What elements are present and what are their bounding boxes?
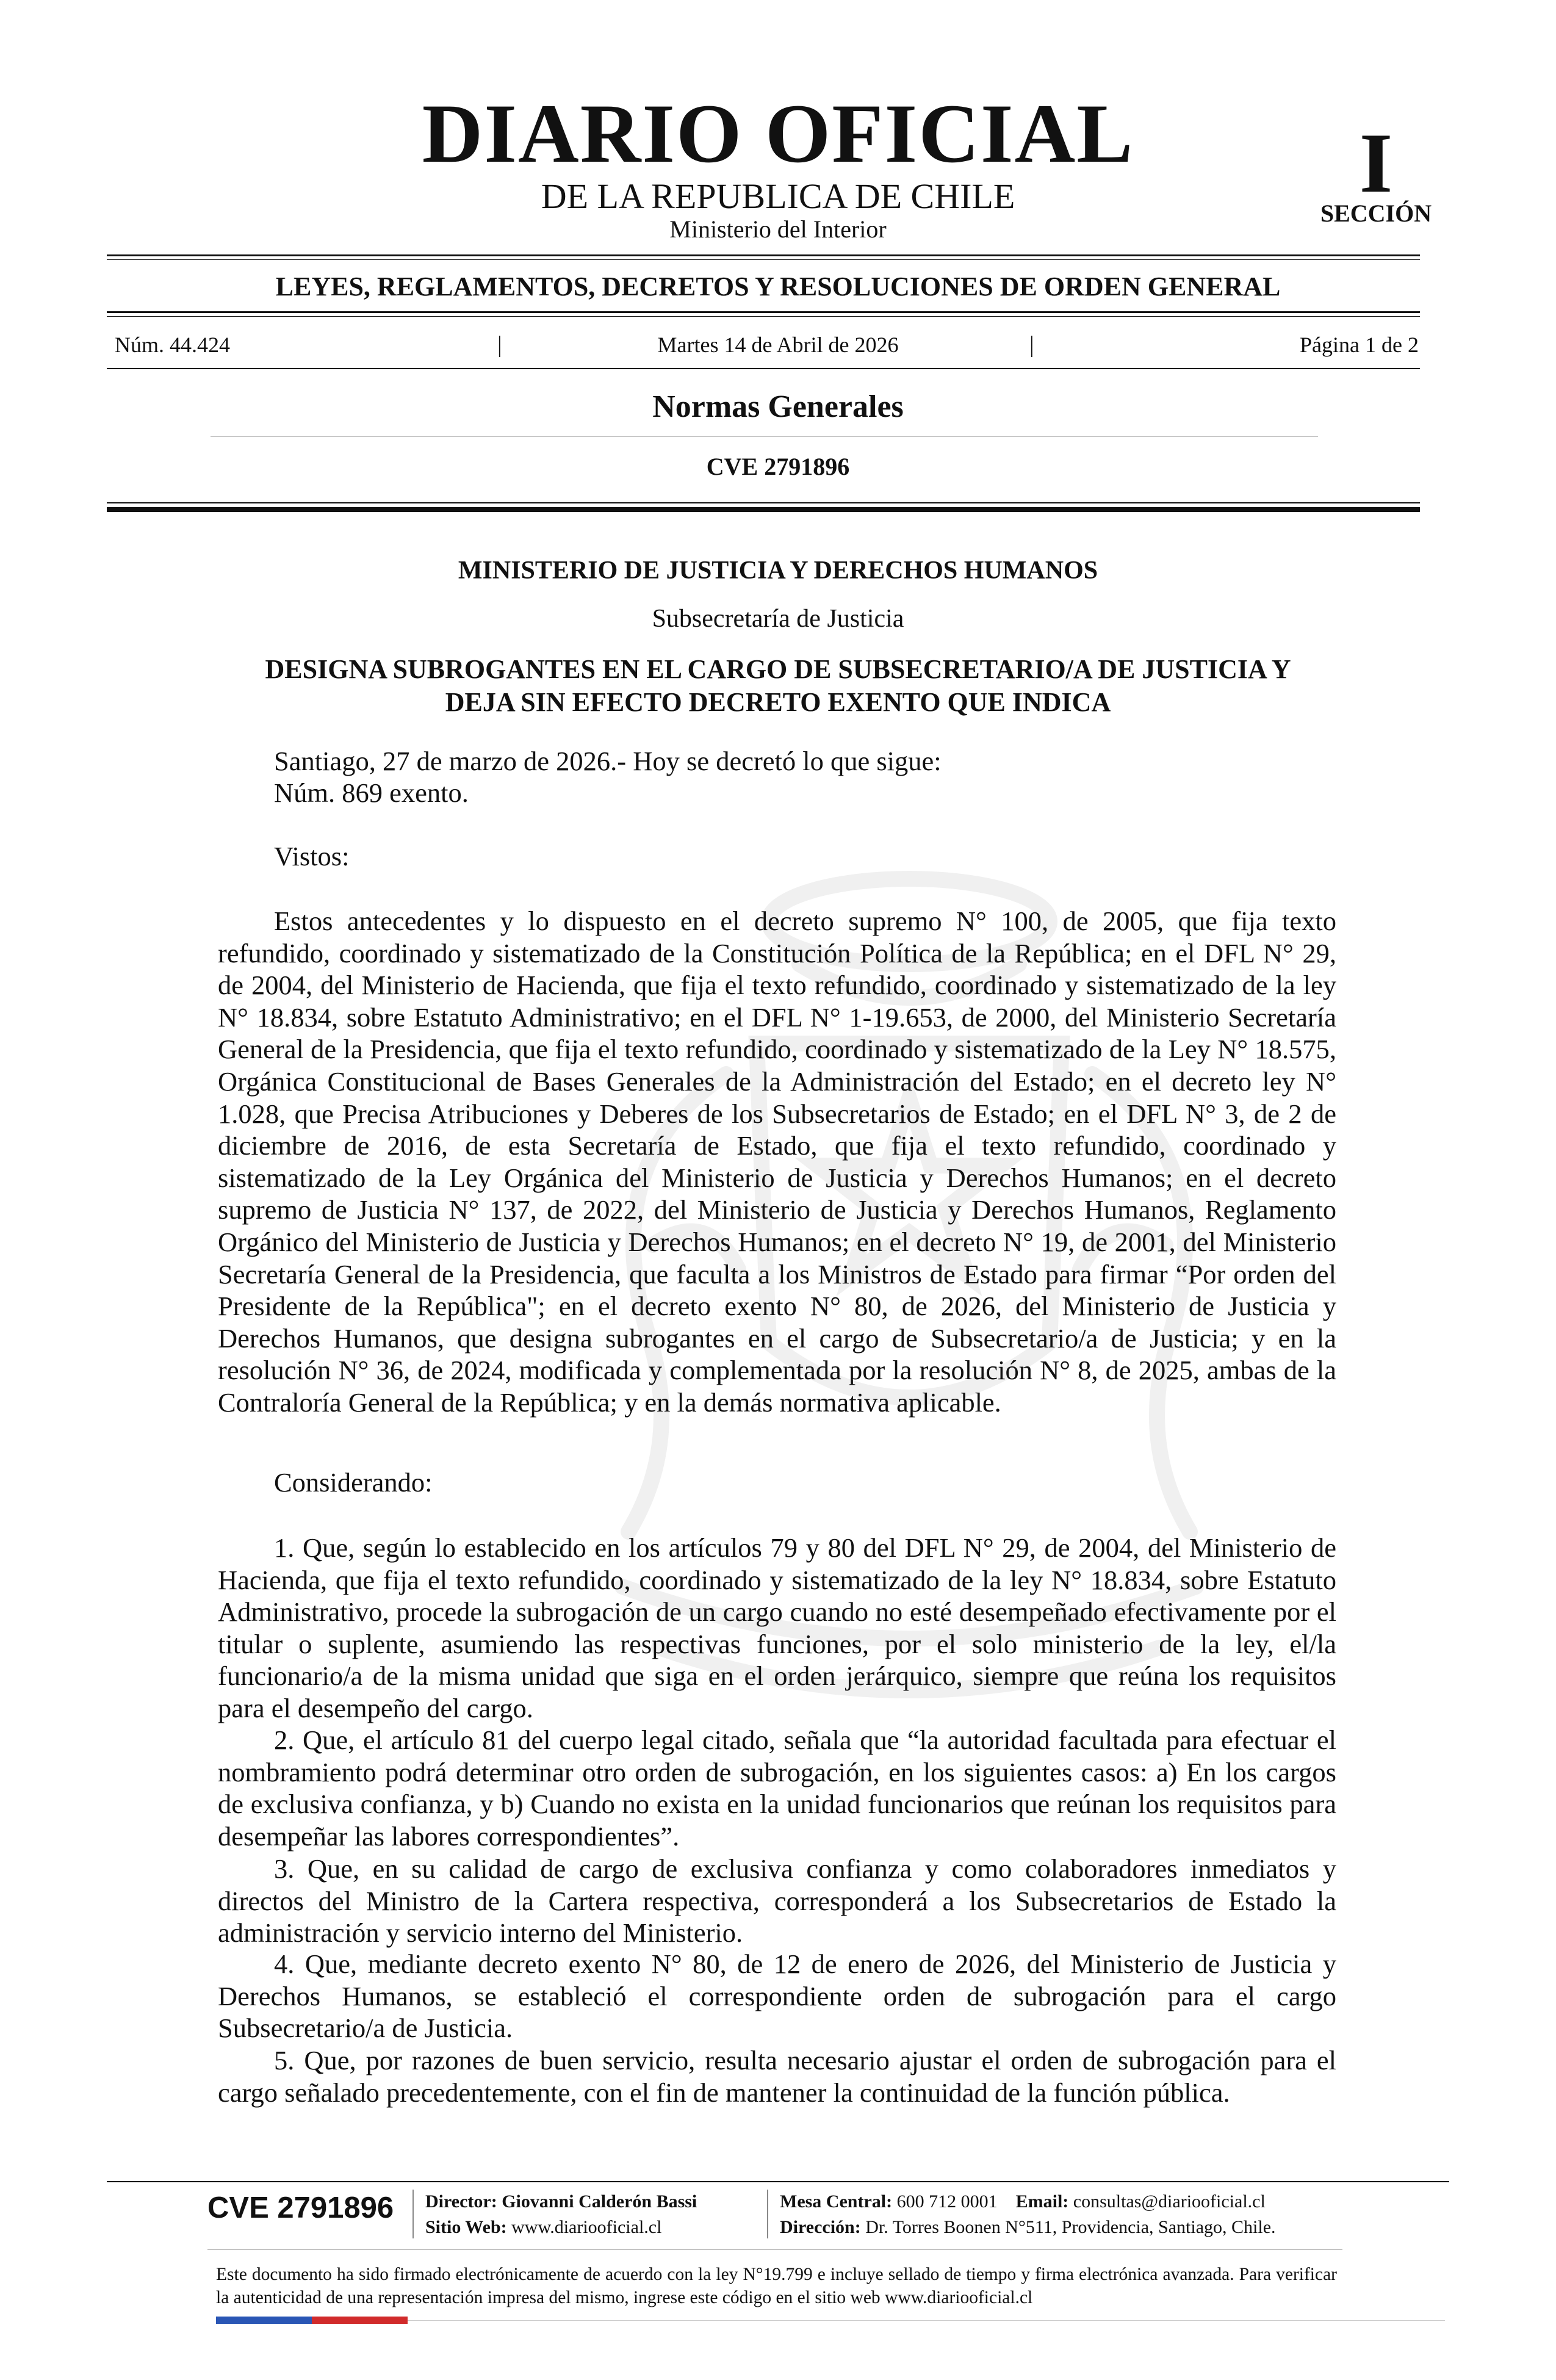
masthead-title: DIARIO OFICIAL	[422, 87, 1134, 180]
header-rule-top-thin	[107, 259, 1420, 260]
section-banner: LEYES, REGLAMENTOS, DECRETOS Y RESOLUCIONES DE ORDEN GENERAL	[275, 272, 1281, 301]
address-label: Dirección:	[780, 2217, 861, 2237]
footer-cve-code: CVE 2791896	[207, 2191, 394, 2224]
considerando-item: 5. Que, por razones de buen servicio, resulta necesario ajustar el orden de subrogación para el cargo señalado precedentemente, con el fin de mantener la continuidad de la función pública.	[218, 2045, 1336, 2108]
flag-baseline	[408, 2320, 1445, 2321]
considerando-item: 2. Que, el artículo 81 del cuerpo legal citado, señala que “la autoridad facultada para efectuar el nombramiento podrá determinar otro orden de subrogación, en los siguientes casos: a) En los cargos de exclusiva confianza, y b) Cuando no exista en la unidad funcionarios que reúnan los requisitos para desempeñar las labores correspondientes”.	[218, 1725, 1336, 1852]
page-indicator: Página 1 de 2	[1300, 333, 1419, 357]
info-rule	[107, 368, 1420, 369]
email-label: Email:	[1015, 2191, 1069, 2212]
norm-type-heading: Normas Generales	[652, 389, 904, 424]
norm-rule	[211, 436, 1318, 437]
director-name: Giovanni Calderón Bassi	[502, 2191, 697, 2212]
section-number: I	[1359, 116, 1393, 211]
mesa-label: Mesa Central:	[780, 2191, 893, 2212]
subsecretaria: Subsecretaría de Justicia	[652, 605, 904, 633]
site-label: Sitio Web:	[425, 2217, 507, 2237]
considerando-item: 3. Que, en su calidad de cargo de exclusiva confianza y como colaboradores inmediatos y directos del Ministro de la Cartera respectiva, corresponderá a los Subsecretarios de Estado la administración y servicio interno del Ministerio.	[218, 1853, 1336, 1949]
cve-code: CVE 2791896	[706, 453, 850, 480]
flag-stripe-red	[312, 2317, 408, 2324]
decree-title	[0, 653, 1556, 719]
flag-stripe-blue	[216, 2317, 312, 2324]
footer-director-block	[425, 2189, 697, 2240]
email-link[interactable]: consultas@diariooficial.cl	[1073, 2191, 1266, 2212]
footer-note-rule	[207, 2249, 1342, 2250]
mesa-phone: 600 712 0001	[896, 2191, 998, 2212]
section-label: SECCIÓN	[1320, 200, 1432, 227]
decree-title-line: DESIGNA SUBROGANTES EN EL CARGO DE SUBSECRETARIO/A DE JUSTICIA Y	[265, 654, 1291, 684]
address-value: Dr. Torres Boonen N°511, Providencia, Santiago, Chile.	[865, 2217, 1276, 2237]
footer-contact-block	[780, 2189, 1276, 2240]
header-rule-top	[107, 254, 1420, 256]
director-label: Director:	[425, 2191, 497, 2212]
masthead-ministry: Ministerio del Interior	[669, 215, 887, 243]
considerando-item: 4. Que, mediante decreto exento N° 80, de 12 de enero de 2026, del Ministerio de Justicia y Derechos Humanos, se estableció el correspondiente orden de subrogación para el cargo Subsecretario/a de Justicia.	[218, 1949, 1336, 2044]
header-rule-middle-thin	[107, 316, 1420, 317]
issue-date: Martes 14 de Abril de 2026	[657, 333, 899, 357]
vistos-paragraph: Estos antecedentes y lo dispuesto en el decreto supremo N° 100, de 2005, que fija texto refundido, coordinado y sistematizado de la Constitución Política de la República; en el DFL N° 29, de 2004, del Ministerio de Hacienda, que fija el texto refundido, coordinado y sistematizado de la ley N° 18.834, sobre Estatuto Administrativo; en el DFL N° 1-19.653, de 2000, del Ministerio Secretaría General de la Presidencia, que fija el texto refundido, coordinado y sistematizado de la Ley N° 18.575, Orgánica Constitucional de Bases Generales de la Administración del Estado; en el decreto ley N° 1.028, que Precisa Atribuciones y Deberes de los Subsecretarios de Estado; en el DFL N° 3, de 2 de diciembre de 2016, de esta Secretaría de Estado, que fija el texto refundido, coordinado y sistematizado de la Ley Orgánica del Ministerio de Justicia y Derechos Humanos; en el decreto supremo de Justicia N° 137, de 2022, del Ministerio de Justicia y Derechos Humanos, Reglamento Orgánico del Ministerio de Justicia y Derechos Humanos; en el decreto N° 19, de 2001, del Ministerio Secretaría General de la Presidencia, que faculta a los Ministros de Estado para firmar “Por orden del Presidente de la República"; en el decreto exento N° 80, de 2026, del Ministerio de Justicia y Derechos Humanos, que designa subrogantes en el cargo de Subsecretario/a de Justicia; y en la resolución N° 36, de 2024, modificada y complementada por la resolución N° 8, de 2025, ambas de la Contraloría General de la República; y en la demás normativa aplicable.	[218, 906, 1336, 1418]
site-link[interactable]: www.diariooficial.cl	[511, 2217, 662, 2237]
info-separator: |	[1029, 332, 1034, 358]
issue-number: Núm. 44.424	[115, 333, 230, 357]
decree-number: Núm. 869 exento.	[274, 777, 469, 808]
issuing-ministry: MINISTERIO DE JUSTICIA Y DERECHOS HUMANOS	[458, 557, 1098, 585]
vistos-heading: Vistos:	[274, 841, 350, 871]
footer-divider	[767, 2190, 768, 2238]
cve-rule-thin	[107, 502, 1420, 503]
footer-legal-note: Este documento ha sido firmado electrónicamente de acuerdo con la ley N°19.799 e incluye sellado de tiempo y firma electrónica avanzada. Para verificar la autenticidad de una representación impresa del mismo, ingrese este código en el sitio web www.diariooficial.cl	[216, 2265, 1337, 2307]
considerando-heading: Considerando:	[274, 1467, 433, 1498]
cve-rule-thick	[107, 507, 1420, 512]
dateline: Santiago, 27 de marzo de 2026.- Hoy se decretó lo que sigue:	[274, 746, 942, 776]
considerando-item: 1. Que, según lo establecido en los artículos 79 y 80 del DFL N° 29, de 2004, del Ministerio de Hacienda, que fija el texto refundido, coordinado y sistematizado de la ley N° 18.834, sobre Estatuto Administrativo, procede la subrogación de un cargo cuando no esté desempeñado efectivamente por el titular o suplente, asumiendo las respectivas funciones, por el solo ministerio de la ley, el/la funcionario/a de la misma unidad que siga en el orden jerárquico, siempre que reúna los requisitos para el desempeño del cargo.	[218, 1532, 1336, 1723]
info-separator: |	[497, 332, 502, 358]
header-rule-middle	[107, 311, 1420, 313]
masthead-subtitle: DE LA REPUBLICA DE CHILE	[541, 176, 1015, 216]
footer-rule	[107, 2181, 1449, 2182]
decree-title-line: DEJA SIN EFECTO DECRETO EXENTO QUE INDICA	[445, 687, 1111, 717]
footer-divider	[412, 2190, 414, 2238]
